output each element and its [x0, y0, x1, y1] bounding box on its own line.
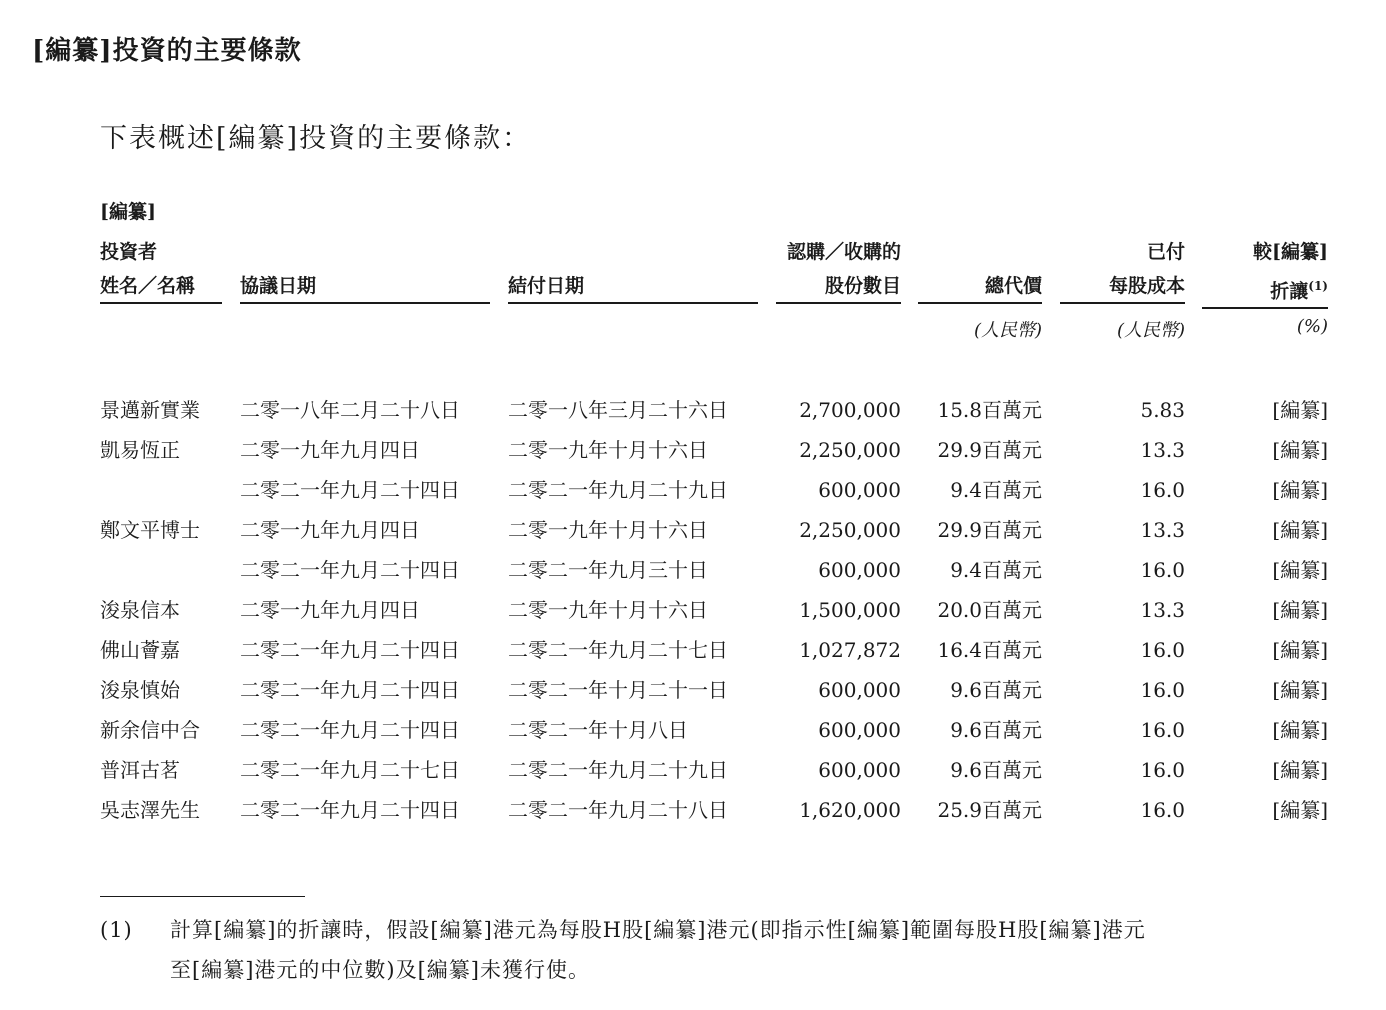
discount-cell: [編纂]: [1272, 758, 1328, 782]
col-discount-label: 折讓: [1270, 280, 1309, 303]
agreement-date-cell: 二零一九年九月四日: [240, 518, 420, 542]
total-consideration-cell: 29.9百萬元: [937, 438, 1042, 462]
settlement-date-cell: 二零一九年十月十六日: [508, 598, 708, 622]
shares-cell: 2,250,000: [799, 438, 901, 462]
discount-cell: [編纂]: [1272, 398, 1328, 422]
agreement-date-cell: 二零二一年九月二十四日: [240, 678, 460, 702]
shares-cell: 600,000: [818, 758, 901, 782]
settlement-date-cell: 二零二一年九月二十七日: [508, 638, 728, 662]
cost-per-share-cell: 16.0: [1140, 638, 1185, 662]
discount-cell: [編纂]: [1272, 638, 1328, 662]
discount-cell: [編纂]: [1272, 438, 1328, 462]
shares-cell: 600,000: [818, 478, 901, 502]
agreement-date-cell: 二零一八年二月二十八日: [240, 398, 460, 422]
cost-per-share-cell: 13.3: [1140, 598, 1185, 622]
col-agreement-date-header: 協議日期: [240, 270, 490, 304]
footnote-divider: [100, 896, 305, 897]
investor-cell: 吳志澤先生: [100, 798, 200, 822]
settlement-date-cell: 二零二一年九月三十日: [508, 558, 708, 582]
settlement-date-cell: 二零一九年十月十六日: [508, 438, 708, 462]
discount-cell: [編纂]: [1272, 518, 1328, 542]
total-consideration-cell: 20.0百萬元: [937, 598, 1042, 622]
shares-cell: 2,700,000: [799, 398, 901, 422]
total-consideration-cell: 9.6百萬元: [950, 718, 1042, 742]
agreement-date-cell: 二零二一年九月二十四日: [240, 798, 460, 822]
shares-cell: 600,000: [818, 678, 901, 702]
cost-per-share-cell: 5.83: [1140, 398, 1185, 422]
investor-cell: 浚泉慎始: [100, 678, 180, 702]
discount-cell: [編纂]: [1272, 598, 1328, 622]
footnote-line-1: 計算[編纂]的折讓時，假設[編纂]港元為每股H股[編纂]港元(即指示性[編纂]範圍每股H股[編纂]港元: [170, 918, 1146, 942]
total-consideration-cell: 9.4百萬元: [950, 478, 1042, 502]
investor-cell: 鄭文平博士: [100, 518, 200, 542]
investor-cell: 凱易恆正: [100, 438, 180, 462]
col-discount-header: [1202, 270, 1328, 309]
total-consideration-cell: 9.4百萬元: [950, 558, 1042, 582]
cost-per-share-cell: 13.3: [1140, 518, 1185, 542]
settlement-date-cell: 二零二一年九月二十九日: [508, 758, 728, 782]
settlement-date-cell: 二零二一年十月二十一日: [508, 678, 728, 702]
col-total-consideration-unit: (人民幣): [973, 320, 1042, 341]
investor-cell: 景邁新實業: [100, 398, 200, 422]
col-total-consideration-header: 總代價: [918, 270, 1042, 304]
agreement-date-cell: 二零一九年九月四日: [240, 598, 420, 622]
discount-cell: [編纂]: [1272, 558, 1328, 582]
agreement-date-cell: 二零二一年九月二十七日: [240, 758, 460, 782]
col-discount-unit: (%): [1296, 316, 1328, 337]
header-group-label: [編纂]: [100, 201, 156, 223]
footnote-marker: (1): [100, 918, 133, 942]
cost-per-share-cell: 16.0: [1140, 758, 1185, 782]
cost-per-share-cell: 16.0: [1140, 798, 1185, 822]
settlement-date-cell: 二零二一年九月二十九日: [508, 478, 728, 502]
shares-cell: 600,000: [818, 718, 901, 742]
col-shares-header: 股份數目: [776, 270, 901, 304]
total-consideration-cell: 15.8百萬元: [937, 398, 1042, 422]
investor-cell: 佛山薈嘉: [100, 638, 180, 662]
settlement-date-cell: 二零二一年九月二十八日: [508, 798, 728, 822]
col-cost-unit: (人民幣): [1116, 320, 1185, 341]
discount-cell: [編纂]: [1272, 718, 1328, 742]
col-investor-header: 姓名／名稱: [100, 270, 222, 304]
shares-cell: 600,000: [818, 558, 901, 582]
agreement-date-cell: 二零二一年九月二十四日: [240, 638, 460, 662]
discount-cell: [編纂]: [1272, 678, 1328, 702]
cost-per-share-cell: 16.0: [1140, 718, 1185, 742]
intro-text: 下表概述[編纂]投資的主要條款：: [100, 123, 532, 154]
col-discount-line1: 較[編纂]: [1253, 241, 1328, 263]
col-settlement-date-header: 結付日期: [508, 270, 758, 304]
col-shares-line1: 認購／收購的: [786, 241, 901, 263]
col-cost-line1: 已付: [1146, 241, 1185, 263]
discount-cell: [編纂]: [1272, 798, 1328, 822]
settlement-date-cell: 二零二一年十月八日: [508, 718, 688, 742]
cost-per-share-cell: 16.0: [1140, 678, 1185, 702]
agreement-date-cell: 二零二一年九月二十四日: [240, 558, 460, 582]
total-consideration-cell: 29.9百萬元: [937, 518, 1042, 542]
agreement-date-cell: 二零一九年九月四日: [240, 438, 420, 462]
agreement-date-cell: 二零二一年九月二十四日: [240, 478, 460, 502]
footnote-line-2: 至[編纂]港元的中位數)及[編纂]未獲行使。: [170, 958, 590, 982]
settlement-date-cell: 二零一八年三月二十六日: [508, 398, 728, 422]
investor-cell: 新余信中合: [100, 718, 200, 742]
shares-cell: 2,250,000: [799, 518, 901, 542]
cost-per-share-cell: 16.0: [1140, 558, 1185, 582]
investor-cell: 普洱古茗: [100, 758, 180, 782]
cost-per-share-cell: 16.0: [1140, 478, 1185, 502]
total-consideration-cell: 16.4百萬元: [937, 638, 1042, 662]
section-heading: [編纂]投資的主要條款: [32, 36, 302, 66]
discount-cell: [編纂]: [1272, 478, 1328, 502]
shares-cell: 1,620,000: [799, 798, 901, 822]
footnote-ref: (1): [1308, 279, 1328, 293]
settlement-date-cell: 二零一九年十月十六日: [508, 518, 708, 542]
shares-cell: 1,027,872: [799, 638, 901, 662]
agreement-date-cell: 二零二一年九月二十四日: [240, 718, 460, 742]
total-consideration-cell: 9.6百萬元: [950, 678, 1042, 702]
col-investor-line1: 投資者: [100, 241, 158, 263]
col-cost-header: 每股成本: [1060, 270, 1185, 304]
cost-per-share-cell: 13.3: [1140, 438, 1185, 462]
investor-cell: 浚泉信本: [100, 598, 180, 622]
total-consideration-cell: 25.9百萬元: [937, 798, 1042, 822]
total-consideration-cell: 9.6百萬元: [950, 758, 1042, 782]
shares-cell: 1,500,000: [799, 598, 901, 622]
